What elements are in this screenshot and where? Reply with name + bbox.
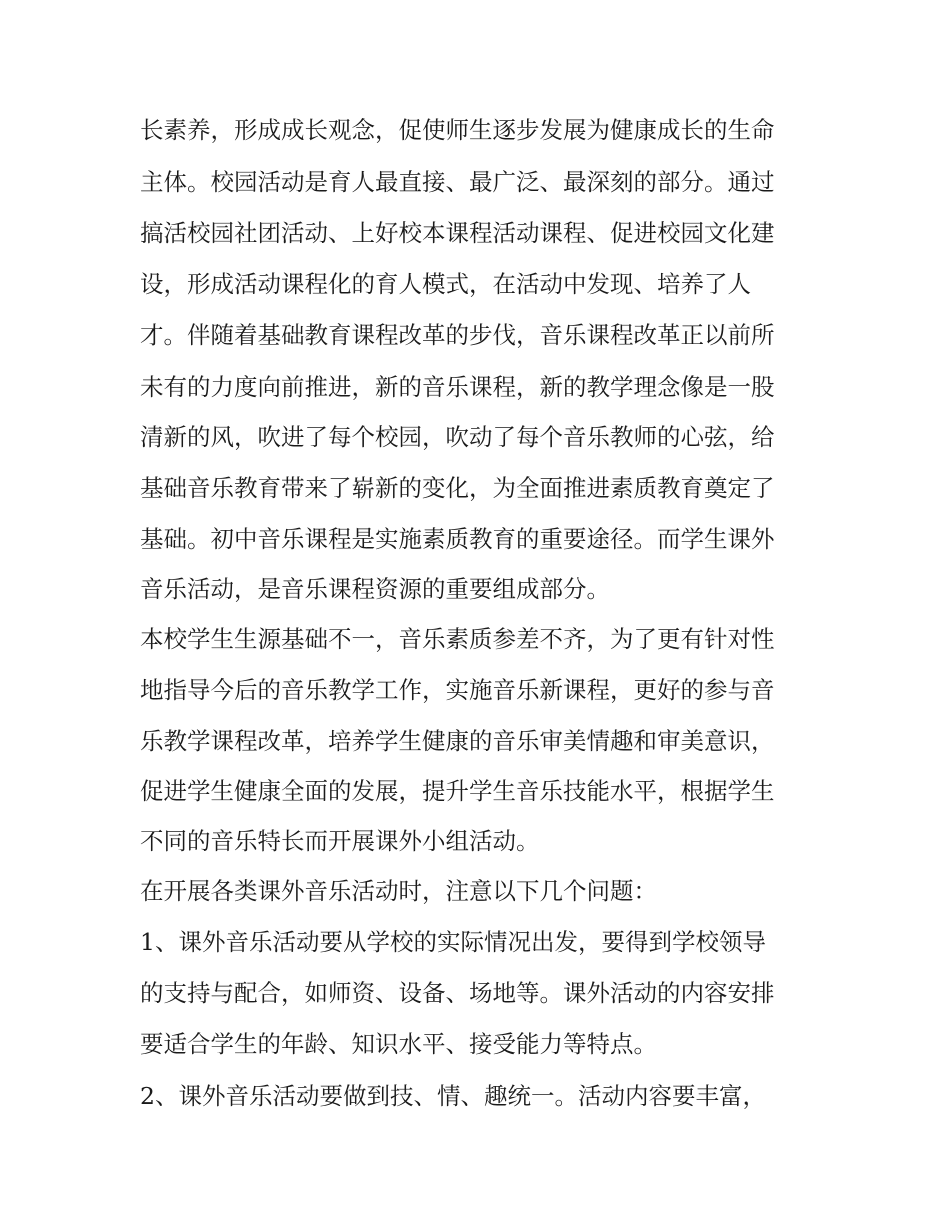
text-line: 地指导今后的音乐教学工作，实施音乐新课程，更好的参与音 (140, 676, 775, 704)
text-line: 乐教学课程改革，培养学生健康的音乐审美情趣和审美意识， (140, 727, 775, 755)
text-line: 不同的音乐特长而开展课外小组活动。 (140, 827, 540, 855)
text-line: 未有的力度向前推进，新的音乐课程，新的教学理念像是一股 (140, 373, 775, 401)
text-line: 2、课外音乐活动要做到技、情、趣统一。活动内容要丰富， (140, 1082, 766, 1110)
text-line: 要适合学生的年龄、知识水平、接受能力等特点。 (140, 1030, 657, 1058)
text-line: 基础音乐教育带来了崭新的变化，为全面推进素质教育奠定了 (140, 474, 775, 502)
text-line: 音乐活动，是音乐课程资源的重要组成部分。 (140, 575, 610, 603)
text-line: 1、课外音乐活动要从学校的实际情况出发，要得到学校领导 (140, 928, 766, 956)
text-line: 的支持与配合，如师资、设备、场地等。课外活动的内容安排 (140, 979, 775, 1007)
text-line: 本校学生生源基础不一，音乐素质参差不齐，为了更有针对性 (140, 625, 775, 653)
text-line: 设，形成活动课程化的育人模式，在活动中发现、培养了人 (140, 270, 751, 298)
text-line: 长素养，形成成长观念，促使师生逐步发展为健康成长的生命 (140, 116, 775, 144)
text-line: 才。伴随着基础教育课程改革的步伐，音乐课程改革正以前所 (140, 321, 775, 349)
text-line: 在开展各类课外音乐活动时，注意以下几个问题： (140, 877, 657, 905)
text-line: 搞活校园社团活动、上好校本课程活动课程、促进校园文化建 (140, 219, 775, 247)
text-line: 促进学生健康全面的发展，提升学生音乐技能水平，根据学生 (140, 777, 775, 805)
text-line: 清新的风，吹进了每个校园，吹动了每个音乐教师的心弦，给 (140, 423, 775, 451)
text-line: 主体。校园活动是育人最直接、最广泛、最深刻的部分。通过 (140, 168, 775, 196)
text-line: 基础。初中音乐课程是实施素质教育的重要途径。而学生课外 (140, 525, 775, 553)
